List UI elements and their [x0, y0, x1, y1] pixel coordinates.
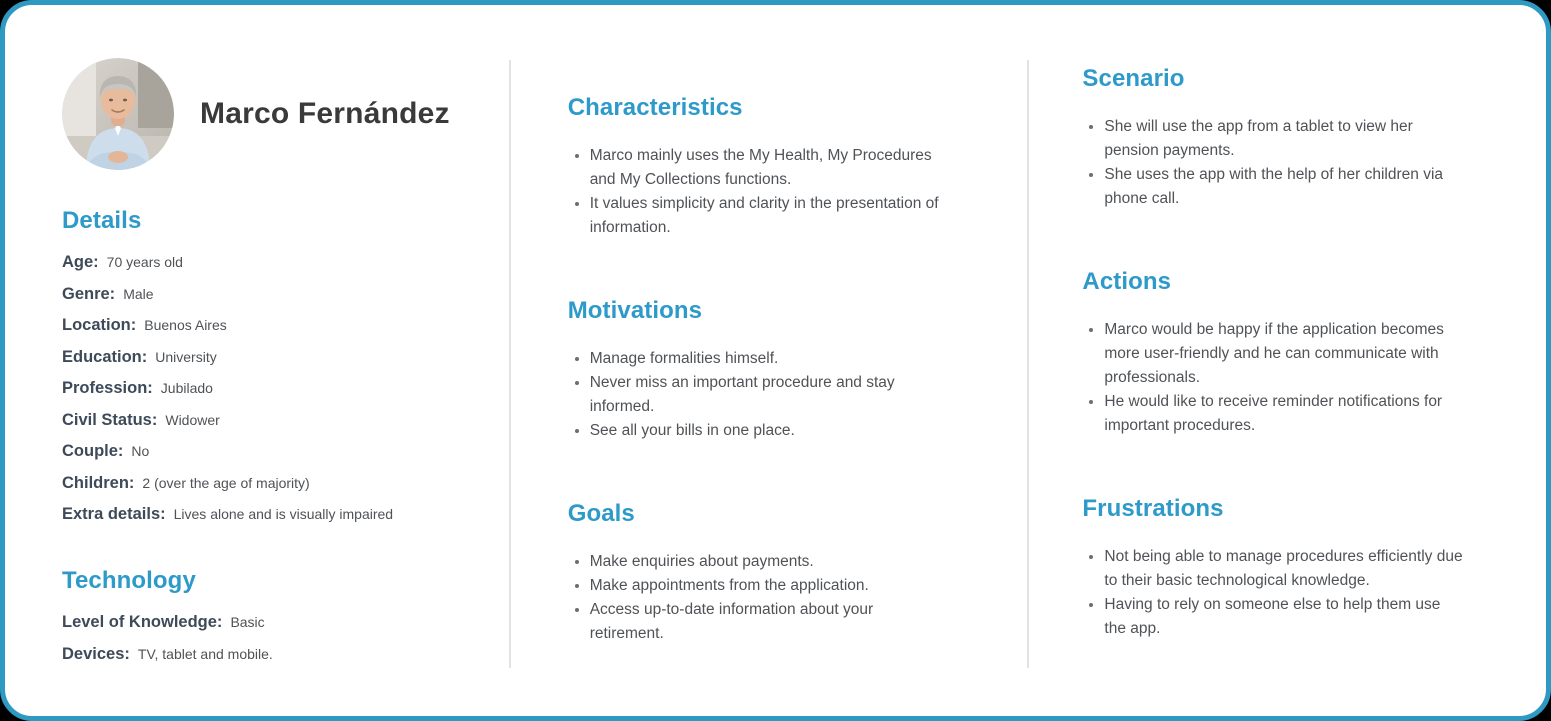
- bullet-dot: [1089, 125, 1093, 129]
- details-list: [62, 253, 476, 524]
- detail-row-couple: [62, 442, 476, 461]
- card-columns: [5, 5, 1546, 716]
- section-title-actions: Actions: [1082, 268, 1172, 295]
- detail-label: Extra details:: [62, 505, 166, 523]
- list-item: [1082, 318, 1464, 390]
- bullet-dot: [1089, 603, 1093, 607]
- column-divider: [1027, 60, 1029, 668]
- list-item: [1082, 390, 1464, 438]
- bullet-text: Make enquiries about payments.: [589, 553, 814, 570]
- persona-name: Marco Fernández: [200, 97, 450, 130]
- detail-value: Widower: [165, 411, 220, 428]
- detail-value: 70 years old: [106, 254, 183, 270]
- list-item: [568, 144, 950, 192]
- detail-value: Male: [123, 285, 154, 302]
- detail-row-extra-details: [62, 505, 476, 524]
- list-item: [568, 550, 950, 574]
- bullet-text: Marco mainly uses the My Health, My Procedures and My Collections functions.: [589, 147, 932, 188]
- section-characteristics: [568, 94, 981, 240]
- detail-label: Age:: [62, 253, 99, 271]
- detail-label: Couple:: [62, 442, 124, 460]
- bullet-text: See all your bills in one place.: [589, 422, 795, 439]
- bullet-dot: [575, 357, 579, 361]
- avatar: [62, 58, 174, 170]
- detail-label: Civil Status:: [62, 410, 158, 429]
- section-goals: [568, 500, 981, 646]
- detail-row-education: [62, 348, 476, 367]
- bullet-dot: [575, 154, 579, 158]
- section-title-frustrations: Frustrations: [1082, 495, 1224, 522]
- technology-block: [62, 567, 476, 664]
- list-item: [1082, 115, 1464, 163]
- detail-label: Genre:: [62, 284, 116, 303]
- detail-label: Level of Knowledge:: [62, 613, 223, 631]
- bullet-text: Marco would be happy if the application becomes more user-friendly and he can communicate with professionals.: [1104, 321, 1444, 386]
- section-title-scenario: Scenario: [1082, 65, 1185, 92]
- section-title-characteristics: Characteristics: [567, 94, 743, 121]
- detail-label: Location:: [62, 316, 137, 334]
- profile-header: [62, 58, 476, 170]
- detail-row-profession: [62, 379, 476, 398]
- bullet-text: Never miss an important procedure and stay informed.: [589, 374, 895, 415]
- bullet-text: Not being able to manage procedures efficiently due to their basic technological knowledge.: [1104, 548, 1463, 589]
- bullet-text: She will use the app from a tablet to view her pension payments.: [1104, 118, 1413, 159]
- list-item: [568, 371, 950, 419]
- bullet-dot: [575, 584, 579, 588]
- detail-value: No: [131, 443, 150, 459]
- bullet-dot: [1089, 173, 1093, 177]
- list-item: [568, 598, 950, 646]
- bullet-dot: [575, 381, 579, 385]
- list-item: [1082, 163, 1464, 211]
- detail-row-children: [62, 474, 476, 493]
- detail-row-knowledge: [62, 613, 476, 632]
- section-title-goals: Goals: [567, 500, 635, 527]
- list-item: [568, 419, 950, 443]
- bullet-text: Make appointments from the application.: [589, 577, 869, 594]
- section-motivations: [568, 297, 981, 443]
- section-title-motivations: Motivations: [567, 297, 703, 324]
- section-scenario: [1082, 65, 1506, 211]
- list-item: [568, 574, 950, 598]
- column-profile: [5, 5, 506, 716]
- bullet-dot: [575, 429, 579, 433]
- detail-value: Buenos Aires: [144, 317, 227, 333]
- detail-label: Profession:: [62, 379, 153, 397]
- bullet-text: Having to rely on someone else to help them use the app.: [1104, 596, 1441, 637]
- detail-value: 2 (over the age of majority): [142, 474, 310, 491]
- bullet-text: She uses the app with the help of her children via phone call.: [1104, 166, 1444, 207]
- section-actions: [1082, 268, 1506, 438]
- detail-row-location: [62, 316, 476, 335]
- section-title-technology: Technology: [62, 567, 196, 594]
- detail-row-devices: [62, 645, 476, 664]
- goals-list: [568, 550, 950, 646]
- bullet-text: It values simplicity and clarity in the presentation of information.: [589, 195, 939, 236]
- list-item: [1082, 593, 1464, 641]
- detail-value: University: [155, 348, 217, 365]
- detail-label: Education:: [62, 347, 148, 366]
- bullet-dot: [1089, 555, 1093, 559]
- section-frustrations: [1082, 495, 1506, 641]
- bullet-dot: [575, 560, 579, 564]
- column-right: [1020, 5, 1546, 716]
- detail-label: Children:: [62, 473, 135, 492]
- characteristics-list: [568, 144, 950, 240]
- detail-value: TV, tablet and mobile.: [137, 645, 273, 662]
- bullet-dot: [1089, 328, 1093, 332]
- bullet-text: Manage formalities himself.: [589, 350, 779, 367]
- detail-value: Jubilado: [160, 380, 213, 396]
- detail-row-civil-status: [62, 411, 476, 430]
- bullet-text: Access up-to-date information about your retirement.: [589, 601, 874, 642]
- scenario-list: [1082, 115, 1464, 211]
- detail-row-age: [62, 253, 476, 272]
- bullet-dot: [575, 202, 579, 206]
- frustrations-list: [1082, 545, 1464, 641]
- detail-value: Basic: [230, 614, 265, 630]
- bullet-dot: [1089, 400, 1093, 404]
- column-middle: [506, 5, 1021, 716]
- detail-value: Lives alone and is visually impaired: [173, 506, 394, 522]
- list-item: [568, 347, 950, 371]
- section-title-details: Details: [62, 207, 142, 234]
- bullet-dot: [575, 608, 579, 612]
- bullet-text: He would like to receive reminder notifications for important procedures.: [1104, 393, 1443, 434]
- list-item: [1082, 545, 1464, 593]
- column-divider: [509, 60, 511, 668]
- detail-label: Devices:: [62, 644, 130, 663]
- actions-list: [1082, 318, 1464, 438]
- list-item: [568, 192, 950, 240]
- detail-row-genre: [62, 285, 476, 304]
- motivations-list: [568, 347, 950, 443]
- persona-photo-icon: [62, 58, 174, 170]
